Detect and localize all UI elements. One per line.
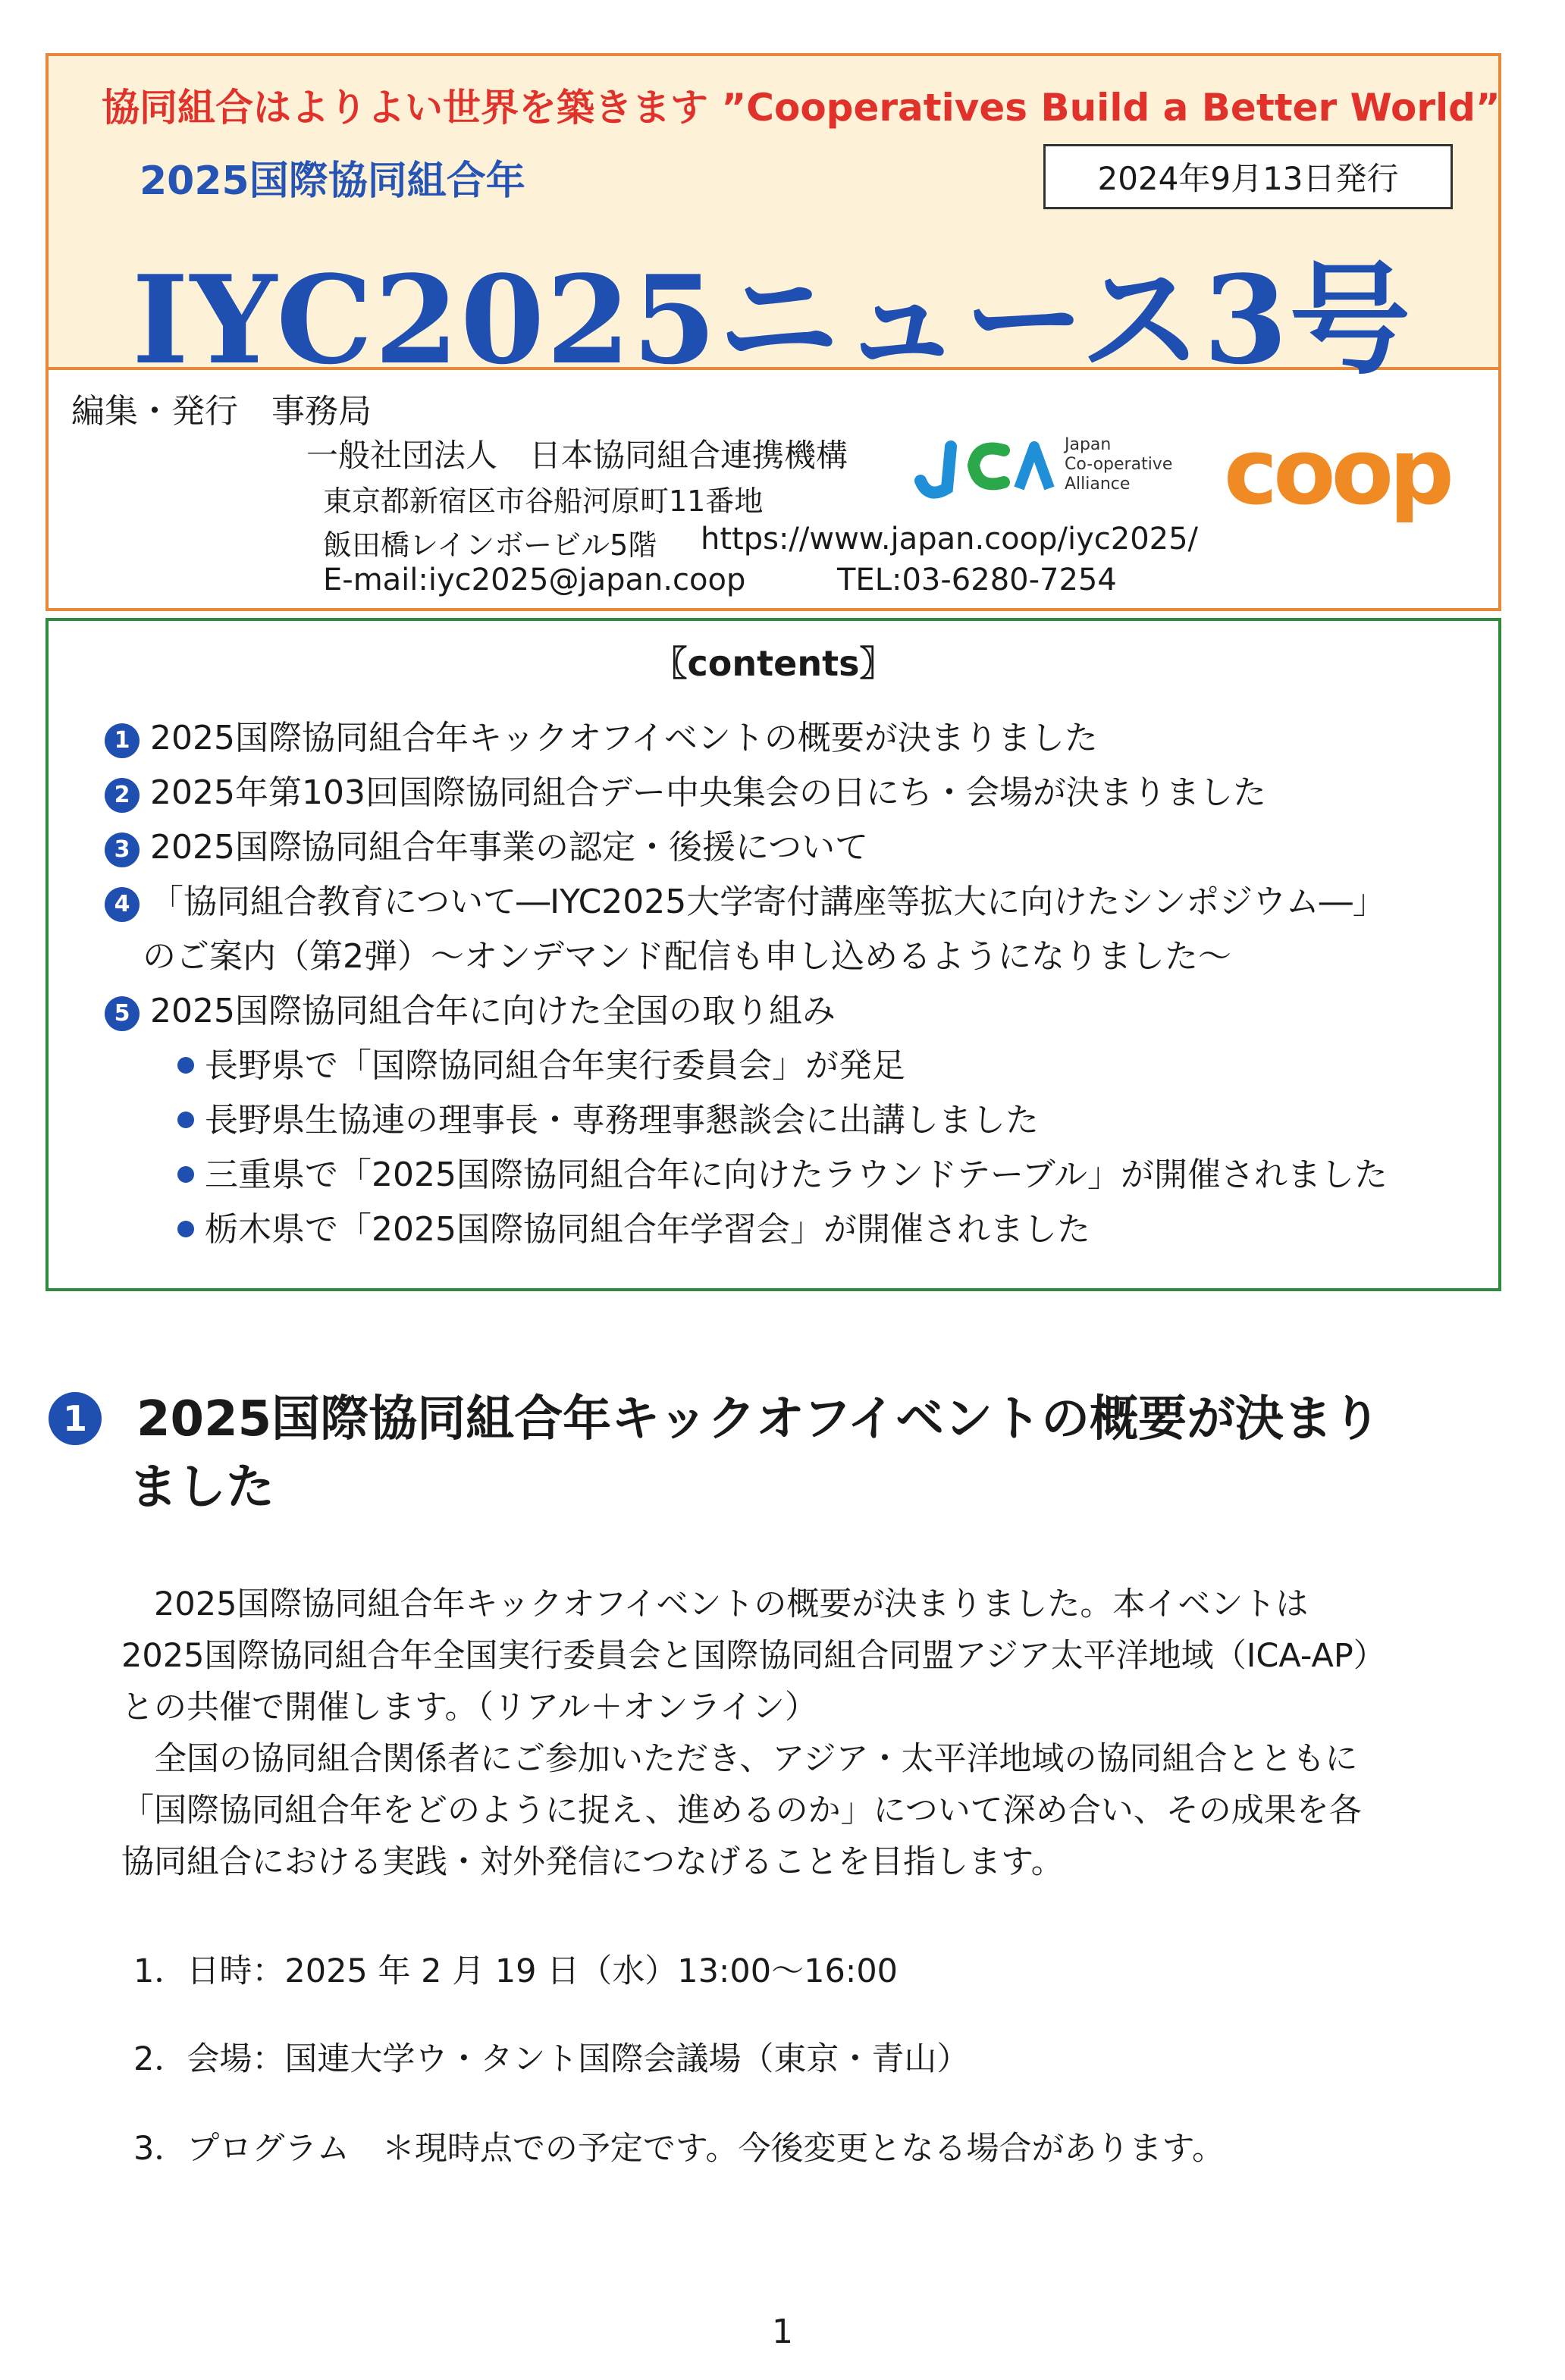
number-badge: 1 (105, 723, 140, 758)
toc-item-4-continued: のご案内（第2弾）～オンデマンド配信も申し込めるようになりました～ (143, 937, 1231, 976)
body-paragraph-line: との共催で開催します。（リアル＋オンライン） (121, 1689, 818, 1726)
slogan: 協同組合はよりよい世界を築きます ”Cooperatives Build a Better World” (102, 86, 1501, 130)
toc-item-2[interactable] (105, 765, 1266, 814)
toc-item-text: 2025年第103回国際協同組合デー中央集会の日にち・会場が決まりました (150, 773, 1266, 812)
event-venue: 2．会場：国連大学ウ・タント国際会議場（東京・青山） (133, 2040, 970, 2078)
phone-number: TEL:03-6280-7254 (837, 563, 1117, 597)
body-paragraph-line: 全国の協同組合関係者にご参加いただき、アジア・太平洋地域の協同組合とともに (121, 1740, 1358, 1778)
bullet-dot (177, 1221, 194, 1237)
section-title: 2025国際協同組合年キックオフイベントの概要が決まり (136, 1391, 1382, 1447)
contents-title: 〖contents〗 (652, 643, 895, 684)
toc-item-text: 2025国際協同組合年事業の認定・後援について (150, 828, 869, 867)
toc-item-5[interactable] (105, 983, 836, 1032)
event-program: 3．プログラム ＊現時点での予定です。今後変更となる場合があります。 (133, 2130, 1225, 2168)
issue-date: 2024年9月13日発行 (1043, 144, 1453, 209)
year-title: 2025国際協同組合年 (140, 158, 525, 204)
jca-caption: Japan Co-operative Alliance (1065, 435, 1173, 494)
address-line-2: 飯田橋レインボービル5階 (323, 528, 657, 562)
bullet-dot (177, 1057, 194, 1074)
toc-sub-item-text: 長野県で「国際協同組合年実行委員会」が発足 (205, 1046, 905, 1085)
header-box (45, 53, 1501, 611)
number-badge: 5 (105, 996, 140, 1031)
page-number: 1 (772, 2313, 793, 2351)
number-badge: 3 (105, 833, 140, 867)
number-badge: 2 (105, 778, 140, 813)
main-title: IYC2025ニュース3号 (132, 249, 1413, 391)
section-title-continued: ました (129, 1460, 274, 1516)
toc-item-text: 「協同組合教育について―IYC2025大学寄付講座等拡大に向けたシンポジウム―」 (150, 883, 1386, 921)
address-line-1: 東京都新宿区市谷船河原町11番地 (323, 484, 764, 518)
number-badge: 4 (105, 887, 140, 922)
bullet-dot (177, 1166, 194, 1183)
body-paragraph-line: 協同組合における実践・対外発信につなげることを目指します。 (121, 1843, 1064, 1881)
toc-sub-item[interactable] (177, 1202, 1090, 1250)
website-link[interactable]: https://www.japan.coop/iyc2025/ (701, 522, 1199, 557)
org-name: 一般社団法人 日本協同組合連携機構 (306, 437, 848, 474)
email-address[interactable]: E-mail:iyc2025@japan.coop (323, 563, 746, 597)
toc-sub-item-text: 三重県で「2025国際協同組合年に向けたラウンドテーブル」が開催されました (205, 1156, 1388, 1194)
toc-item-text: 2025国際協同組合年に向けた全国の取り組み (150, 992, 836, 1030)
publisher-label: 編集・発行 事務局 (71, 392, 372, 431)
body-paragraph-line: 2025国際協同組合年キックオフイベントの概要が決まりました。本イベントは (121, 1585, 1309, 1623)
contents-box (45, 618, 1501, 1291)
header-banner (49, 56, 1501, 391)
toc-sub-item[interactable] (177, 1093, 1039, 1141)
body-paragraph-line: 「国際協同組合年をどのように捉え、進めるのか」について深め合い、その成果を各 (121, 1792, 1362, 1830)
toc-sub-item[interactable] (177, 1038, 905, 1087)
toc-sub-item-text: 長野県生協連の理事長・専務理事懇談会に出講しました (205, 1101, 1039, 1140)
bullet-dot (177, 1112, 194, 1128)
jca-logo (905, 428, 1057, 503)
coop-logo: coop (1224, 420, 1450, 525)
toc-item-1[interactable] (105, 710, 1098, 759)
body-paragraph-line: 2025国際協同組合年全国実行委員会と国際協同組合同盟アジア太平洋地域（ICA-AP） (121, 1637, 1386, 1675)
toc-item-text: 2025国際協同組合年キックオフイベントの概要が決まりました (150, 719, 1098, 757)
toc-sub-item[interactable] (177, 1147, 1388, 1196)
section-number-badge: 1 (49, 1392, 102, 1445)
toc-item-4[interactable] (105, 874, 1386, 923)
toc-sub-item-text: 栃木県で「2025国際協同組合年学習会」が開催されました (205, 1210, 1090, 1249)
event-datetime: 1．日時：2025 年 2 月 19 日（水）13:00～16:00 (133, 1952, 899, 1990)
toc-item-3[interactable] (105, 820, 868, 868)
